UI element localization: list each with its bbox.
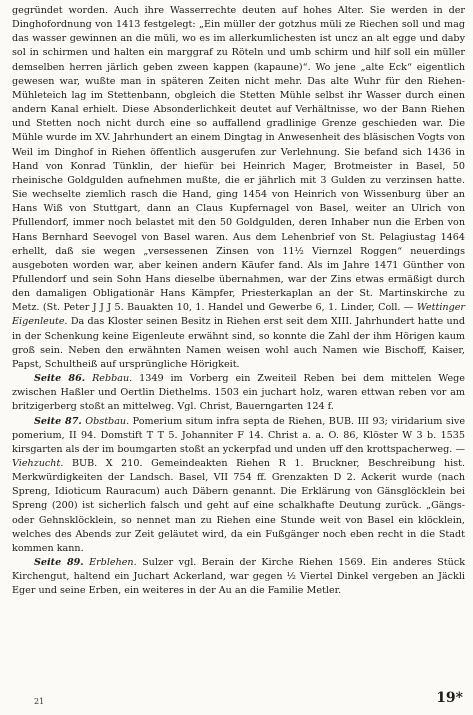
italic-term-erblehen: Erblehen. [89, 557, 137, 569]
signature-mark: 21 [34, 697, 45, 706]
paragraph-muehle [12, 4, 465, 372]
body-text [12, 4, 465, 599]
text-segment: gegründet worden. Auch ihre Wasserrechte deuten auf hohes Alter. Sie werden in der Dinghofordnung von 1413 festgelegt: „Ein müller der gotzhus müli ze Riechen soll und mag das wasser gewinnen an die müli, wo es im allerkumlichesten ist uncz an alt egge und daby sol in schirmen und halten ein marggraf zu Röteln und umb schirm und hilf soll ein müller demselben herren järlich geben zween kappen (kapaune)“. Wo jene „alte Eck“ eigentlich gewesen war, wußte man in späteren Zeiten nicht mehr. Das alte Wuhr für den Riehen-Mühleteich lag im Stettenbann, obgleich die Stetten Mühle selbst ihr Wasser durch einen andern Kanal erhielt. Diese Absonderlichkeit deutet auf Verhältnisse, wo der Bann Riehen und Stetten noch nicht durch eine so auffallend gradlinige Grenze geschieden war. Die Mühle wurde im XV. Jahrhundert an einem Dingtag in Anwesenheit des bläsischen Vogts von Weil im Dinghof in Riehen öffentlich ausgerufen zur Verlehnung. Sie befand sich 1436 in Hand von Konrad Tünklin, der hiefür bei Heinrich Mager, Brotmeister in Basel, 50 rheinische Goldgulden aufnehmen mußte, die er jährlich mit 3 Gulden zu verzinsen hatte. Sie wechselte ziemlich rasch die Hand, ging 1454 von Heinrich von Wissenburg über an Hans Wiß von Stuttgart, dann an Claus Kupfernagel von Basel, weiter an Ulrich von Pfullendorf, immer noch belastet mit den 50 Goldgulden, deren Inhaber nun die Erben von Hans Bernhard Seevogel von Basel waren. Aus dem Lehenbrief von St. Pelagiustag 1464 erhellt, daß sie wegen „versessenen Zinsen von 11½ Viernzel Roggen“ neuerdings ausgeboten worden war, aber keinen andern Käufer fand. Als im Jahre 1471 Günther von Pfullendorf und sein Sohn Hans dieselbe übernahmen, war der Zins etwas ermäßigt durch den damaligen Obligationär Hans Kämpfer, Priesterkaplan an der St. Martinskirche zu Metz. (St. Peter J J J 5. Bauakten 10, 1. Handel und Gewerbe 6, 1. Linder, Coll. — [12, 5, 465, 314]
text-segment: Da das Kloster seinen Besitz in Riehen erst seit dem XIII. Jahrhundert hatte und in der Schenkung keine Eigenleute erwähnt sind, so konnte die Zahl der ihm Hörigen kaum groß sein. Neben den erwähnten Namen weisen wohl auch Namen wie Bischoff, Kaiser, Papst, Schultheiß auf ursprüngliche Hörigkeit. [12, 316, 465, 370]
italic-term-obstbau: Obstbau. [85, 415, 130, 427]
page-number: 19* [436, 690, 463, 706]
section-label-seite-87: Seite 87. [34, 415, 82, 427]
text-segment: Sulzer vgl. Berain der Kirche Riehen 1569. Ein anderes Stück Kirchengut, haltend ein Juchart Ackerland, war gegen ½ Viertel Dinkel vergeben an Jäckli Eger und seine Erben, ein weiteres in der Au an die Familie Metler. [12, 557, 466, 597]
text-segment: 1349 im Vorberg ein Zweiteil Reben bei dem mittelen Wege zwischen Haßler und Oertlin Diethelms. 1503 ein juchart holz, waren ettwan reben vor am britzigerberg stoßt an mittelweg. Vgl. Christ, Bauerngarten 124 f. [12, 373, 465, 413]
italic-term-rebbau: Rebbau. [92, 373, 133, 385]
paragraph-seite-89 [12, 556, 465, 598]
paragraph-seite-86 [12, 372, 465, 414]
text-segment: BUB. X 210. Gemeindeakten Riehen R 1. Bruckner, Beschreibung hist. Merkwürdigkeiten der Landsch. Basel, VII 754 ff. Grenzakten D 2. Ackerit wurde (nach Spreng, Idioticum Rauracum) auch Däbern genannt. Die Erklärung von Gänsglöcklein bei Spreng (200) ist sicherlich falsch und geht auf eine schalkhafte Deutung zurück. „Gängs- oder Gehnsklöcklein, so nennet man zu Riehen eine Stunde weit von Basel ein klöcklein, welches des Abends zur Zeit geläutet wird, da ein Fußgänger noch eben recht in die Stadt kommen kann. [12, 458, 465, 554]
paragraph-seite-87 [12, 415, 465, 557]
italic-term-wettinger: Wettinger Eigenleute. [12, 302, 465, 328]
italic-term-viehzucht: Viehzucht. [12, 458, 64, 469]
text-segment: Pomerium situm infra septa de Riehen, BUB. III 93; viridarium sive pomerium, II 94. Domstift T T 5. Johanniter F 14. Christ a. a. O. 86, Klöster W 3 b. 1535 kirsgarten als der im boumgarten stoßt an yckerpfad und unden uff den krottspacherweg. — [12, 415, 465, 455]
section-label-seite-89: Seite 89. [34, 557, 84, 569]
section-label-seite-86: Seite 86. [34, 373, 86, 385]
